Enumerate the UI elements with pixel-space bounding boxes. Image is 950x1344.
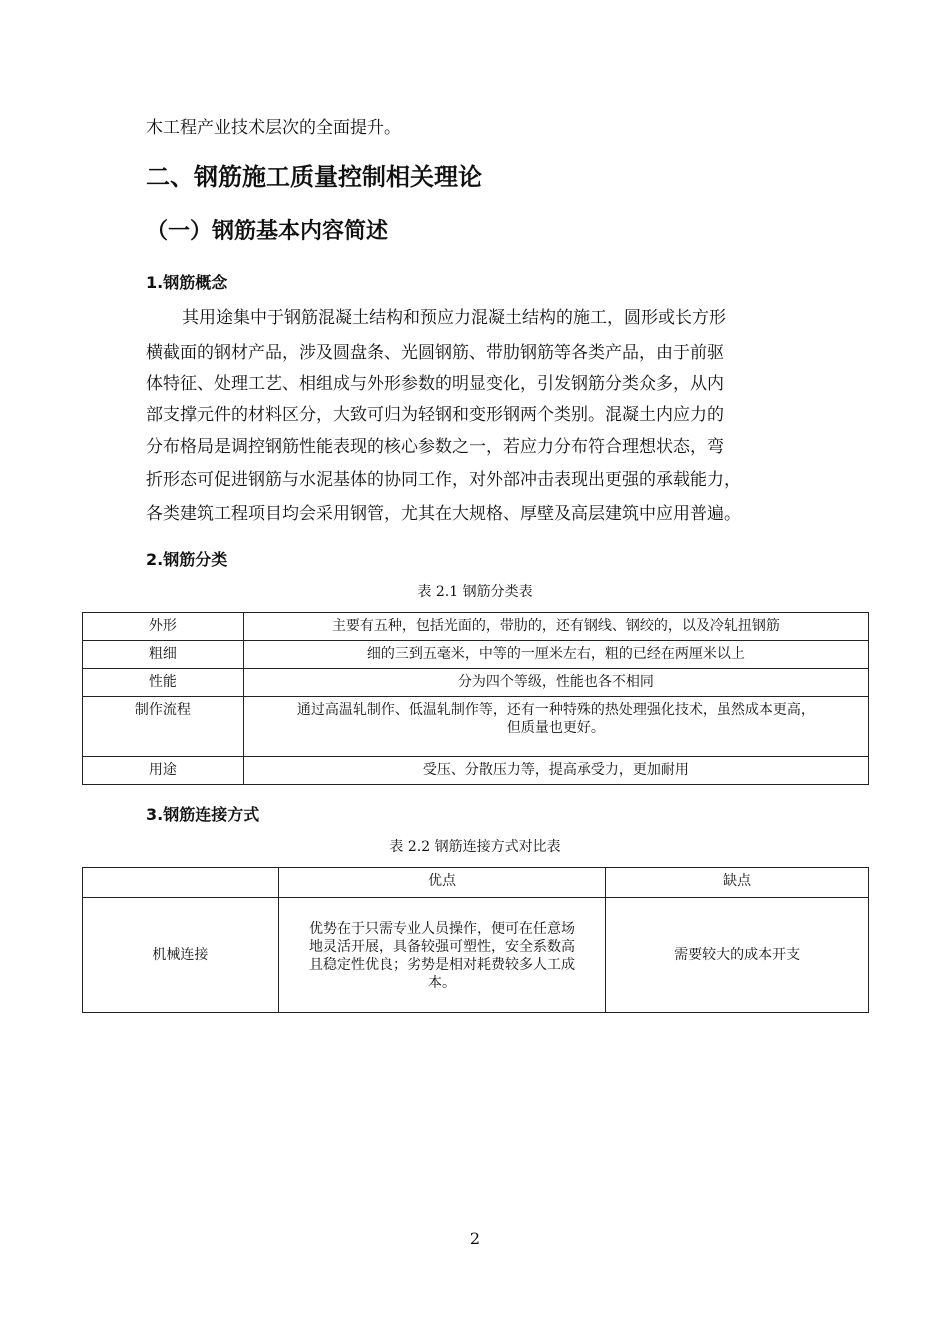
pros-line: 本。 xyxy=(428,975,457,991)
row-description: 细的三到五毫米，中等的一厘米左右，粗的已经在两厘米以上 xyxy=(243,641,868,669)
header-cell-empty xyxy=(83,868,279,898)
pros-cell xyxy=(278,898,606,1013)
row-label: 粗细 xyxy=(83,641,244,669)
header-cell-cons: 缺点 xyxy=(606,868,869,898)
paragraph-line: 横截面的钢材产品，涉及圆盘条、光圆钢筋、带肋钢筋等各类产品，由于前驱 xyxy=(146,343,724,363)
rebar-classification-table xyxy=(82,612,869,785)
description-line: 但质量也更好。 xyxy=(506,720,605,736)
connection-method-table xyxy=(82,867,869,1013)
table-2-2-caption: 表 2.2 钢筋连接方式对比表 xyxy=(389,839,561,855)
description-line: 通过高温轧制作、低温轧制作等，还有一种特殊的热处理强化技术，虽然成本更高， xyxy=(296,702,815,718)
page-number: 2 xyxy=(469,1229,481,1248)
table-header-row xyxy=(83,868,869,898)
pros-line: 优势在于只需专业人员操作，便可在任意场 xyxy=(309,921,576,937)
row-description xyxy=(243,697,868,757)
section-1-title: 1.钢筋概念 xyxy=(146,273,228,292)
header-cell-pros: 优点 xyxy=(278,868,606,898)
heading-level-2: （一）钢筋基本内容简述 xyxy=(146,219,389,244)
cons-cell: 需要较大的成本开支 xyxy=(606,898,869,1013)
paragraph-line: 体特征、处理工艺、相组成与外形参数的明显变化，引发钢筋分类众多，从内 xyxy=(146,374,724,394)
row-label: 制作流程 xyxy=(83,697,244,757)
table-row xyxy=(83,641,869,669)
pros-line: 地灵活开展，具备较强可塑性，安全系数高 xyxy=(309,939,576,955)
paragraph-line: 部支撑元件的材料区分，大致可归为轻钢和变形钢两个类别。混凝土内应力的 xyxy=(146,405,724,425)
heading-level-1: 二、钢筋施工质量控制相关理论 xyxy=(146,163,482,191)
pros-line: 且稳定性优良；劣势是相对耗费较多人工成 xyxy=(309,957,576,973)
row-label: 机械连接 xyxy=(83,898,279,1013)
section-2-title: 2.钢筋分类 xyxy=(146,550,228,569)
table-row xyxy=(83,757,869,785)
table-row xyxy=(83,669,869,697)
paragraph-line: 其用途集中于钢筋混凝土结构和预应力混凝土结构的施工，圆形或长方形 xyxy=(182,308,726,328)
table-row xyxy=(83,613,869,641)
table-row xyxy=(83,697,869,757)
row-label: 性能 xyxy=(83,669,244,697)
paragraph-line: 各类建筑工程项目均会采用钢管，尤其在大规格、厚壁及高层建筑中应用普遍。 xyxy=(146,504,741,524)
continuation-line: 木工程产业技术层次的全面提升。 xyxy=(146,118,401,138)
table-2-1-caption: 表 2.1 钢筋分类表 xyxy=(417,584,533,600)
row-label: 用途 xyxy=(83,757,244,785)
row-description: 分为四个等级，性能也各不相同 xyxy=(243,669,868,697)
paragraph-line: 分布格局是调控钢筋性能表现的核心参数之一，若应力分布符合理想状态，弯 xyxy=(146,437,724,457)
row-description: 受压、分散压力等，提高承受力，更加耐用 xyxy=(243,757,868,785)
table-row xyxy=(83,898,869,1013)
row-label: 外形 xyxy=(83,613,244,641)
row-description: 主要有五种，包括光面的，带肋的，还有钢线、钢绞的，以及冷轧扭钢筋 xyxy=(243,613,868,641)
paragraph-line: 折形态可促进钢筋与水泥基体的协同工作，对外部冲击表现出更强的承载能力， xyxy=(146,470,741,490)
section-3-title: 3.钢筋连接方式 xyxy=(146,805,260,824)
